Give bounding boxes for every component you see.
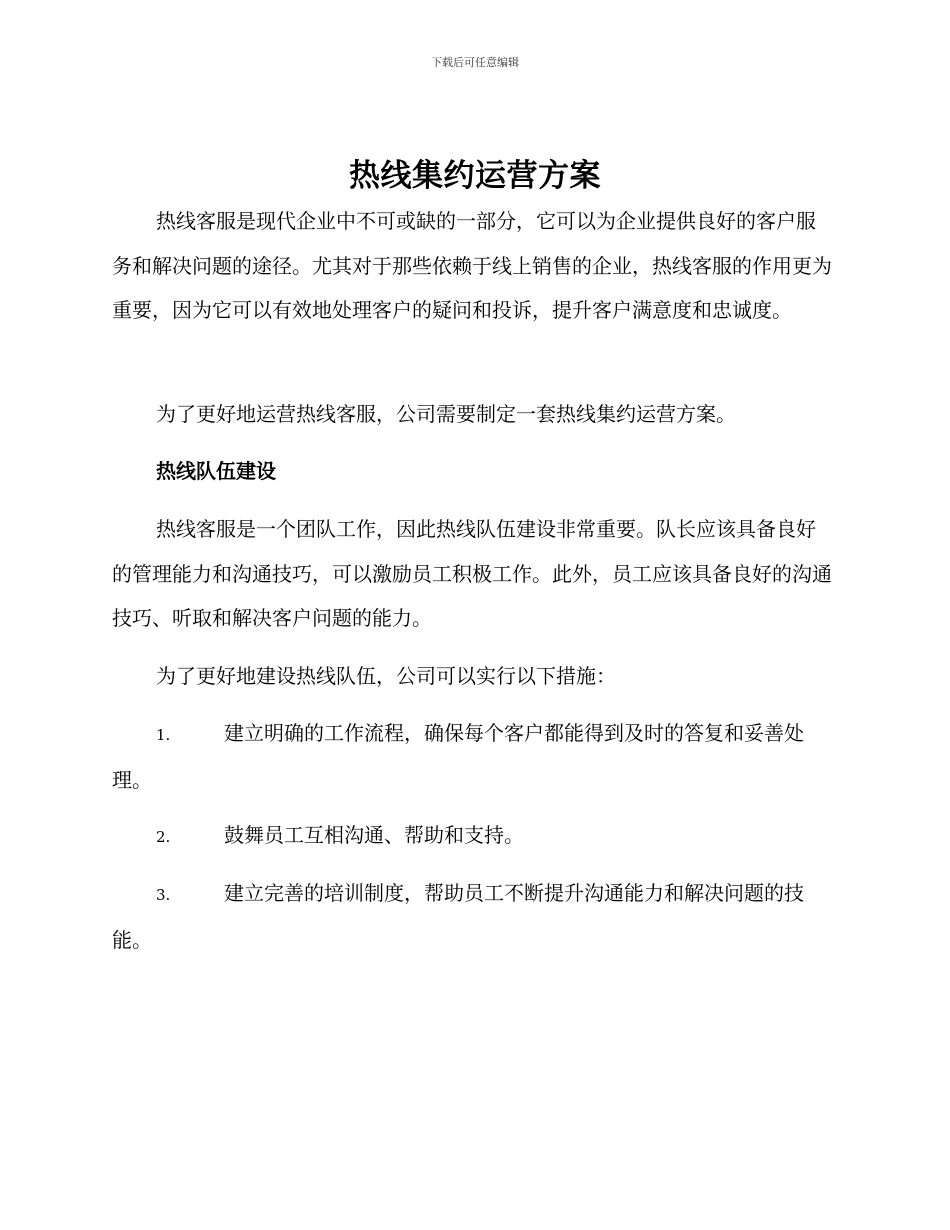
list-number: 2. — [156, 828, 171, 846]
document-title: 热线集约运营方案 — [349, 158, 601, 194]
list-number: 3. — [156, 886, 171, 904]
page-header-note: 下载后可任意编辑 — [431, 56, 519, 69]
list-number: 1. — [156, 726, 171, 744]
list-item-3 — [112, 871, 834, 962]
intro-paragraph-2: 为了更好地运营热线客服，公司需要制定一套热线集约运营方案。 — [156, 402, 736, 426]
intro-paragraph-1: 热线客服是现代企业中不可或缺的一部分，它可以为企业提供良好的客户服务和解决问题的途径。尤其对于那些依赖于线上销售的企业，热线客服的作用更为重要，因为它可以有效地处理客户的疑问和投诉，提升客户满意度和忠诚度。 — [112, 209, 832, 322]
section-heading: 热线队伍建设 — [156, 459, 276, 483]
section-paragraph-1: 热线客服是一个团队工作，因此热线队伍建设非常重要。队长应该具备良好的管理能力和沟通技巧，可以激励员工积极工作。此外，员工应该具备良好的沟通技巧、听取和解决客户问题的能力。 — [112, 517, 832, 630]
list-item-1 — [112, 711, 834, 802]
list-item-text: 建立明确的工作流程，确保每个客户都能得到及时的答复和妥善处理。 — [112, 721, 804, 792]
list-item-2 — [112, 813, 834, 860]
list-item-text: 鼓舞员工互相沟通、帮助和支持。 — [224, 823, 524, 847]
list-item-text: 建立完善的培训制度，帮助员工不断提升沟通能力和解决问题的技能。 — [112, 881, 804, 952]
section-paragraph-2: 为了更好地建设热线队伍，公司可以实行以下措施： — [156, 664, 616, 688]
